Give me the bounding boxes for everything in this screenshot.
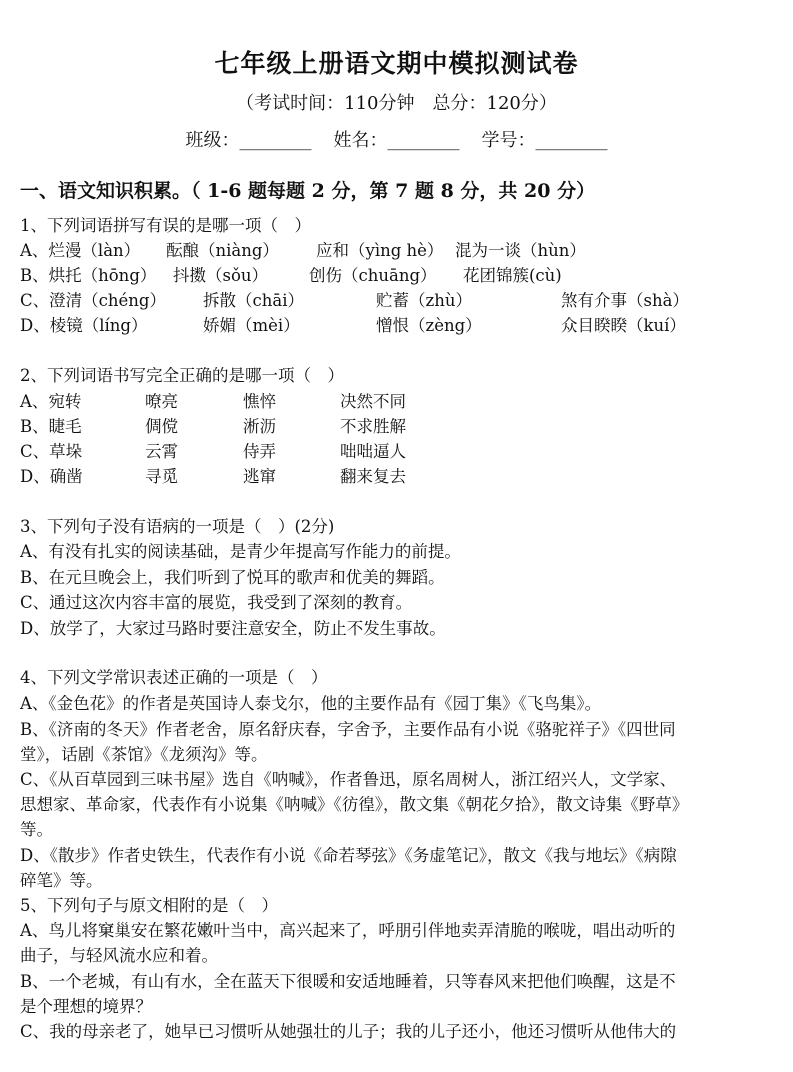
q1-option-a-word: 酝酿（niàng） [166,241,279,260]
q2-option-d-word: 逃窜 [243,467,276,486]
q4-option-d-cont: 碎笔》等。 [20,871,103,890]
q3-option-c: C、通过这次内容丰富的展览，我受到了深刻的教育。 [20,593,413,612]
q2-option-b-word: 淅沥 [243,417,276,436]
q5-option-a: A、鸟儿将窠巢安在繁花嫩叶当中，高兴起来了，呼朋引伴地卖弄清脆的喉咙，唱出动听的 [20,921,676,940]
student-id-field-label: 学号：________ [481,130,608,151]
q2-option-d-word: 寻觅 [145,467,178,486]
q5-option-a-cont: 曲子，与轻风流水应和着。 [20,946,218,965]
page-title: 七年级上册语文期中模拟测试卷 [214,49,579,78]
q5-option-b-cont: 是个理想的境界？ [20,997,152,1016]
question-3-stem: 3、下列句子没有语病的一项是（ ）(2分) [20,517,335,536]
q1-option-a-word: 应和（yìng hè） [316,241,444,260]
q1-option-a-word: 混为一谈（hùn） [455,241,586,260]
q2-option-d-word: 翻来复去 [340,467,406,486]
q1-option-d-word: 娇媚（mèi） [203,316,300,335]
q4-option-a: A、《金色花》的作者是英国诗人泰戈尔，他的主要作品有《园丁集》《飞鸟集》。 [20,694,602,713]
class-field-label: 班级：________ [185,130,312,151]
section-heading: 一、语文知识积累。（ 1-6 题每题 2 分，第 7 题 8 分，共 20 分） [20,180,596,202]
q4-option-b-cont: 堂》，话剧《茶馆》《龙须沟》等。 [20,745,268,764]
q1-option-a: A、烂漫（làn） [20,241,141,260]
q1-option-b-word: 抖擞（sǒu） [173,266,269,285]
q1-option-b-word: 创伤（chuāng） [309,266,437,285]
q2-option-a-word: 嘹亮 [145,392,178,411]
q2-option-b-word: 不求胜解 [340,417,406,436]
question-2-stem: 2、下列词语书写完全正确的是哪一项（ ） [20,366,344,385]
name-field-label: 姓名：________ [333,130,460,151]
q5-option-b: B、一个老城，有山有水，全在蓝天下很暖和安适地睡着，只等春风来把他们唤醒，这是不 [20,972,676,991]
q2-option-b-word: 倜傥 [145,417,178,436]
q4-option-c-cont: 思想家、革命家，代表作有小说集《呐喊》《彷徨》，散文集《朝花夕拾》，散文诗集《野草》 [20,795,689,814]
q2-option-c-word: 侍弄 [243,442,276,461]
student-info-line [0,126,793,152]
q4-option-c: C、《从百草园到三味书屋》选自《呐喊》，作者鲁迅，原名周树人，浙江绍兴人，文学家、 [20,770,677,789]
q2-option-a-word: 决然不同 [340,392,406,411]
question-5-stem: 5、下列句子与原文相附的是（ ） [20,896,278,915]
q2-option-a: A、宛转 [20,392,82,411]
question-1-stem: 1、下列词语拼写有误的是哪一项（ ） [20,216,311,235]
question-4-stem: 4、下列文学常识表述正确的一项是（ ） [20,668,328,687]
q1-option-b: B、烘托（hōng） [20,266,157,285]
q1-option-c-word: 贮蓄（zhù） [376,291,472,310]
q1-option-c-word: 煞有介事（shà） [561,291,689,310]
q1-option-d-word: 憎恨（zèng） [376,316,482,335]
q1-option-d-word: 众目睽睽（kuí） [561,316,686,335]
q2-option-d: D、确凿 [20,467,83,486]
q3-option-b: B、在元旦晚会上，我们听到了悦耳的歌声和优美的舞蹈。 [20,568,445,587]
q2-option-a-word: 憔悴 [243,392,276,411]
q3-option-a: A、有没有扎实的阅读基础，是青少年提高写作能力的前提。 [20,542,461,561]
q2-option-c-word: 咄咄逼人 [340,442,406,461]
q4-option-d: D、《散步》作者史铁生，代表作有小说《命若琴弦》《务虚笔记》，散文《我与地坛》《病隙 [20,846,677,865]
q3-option-d: D、放学了，大家过马路时要注意安全，防止不发生事故。 [20,619,446,638]
q1-option-c-word: 拆散（chāi） [203,291,304,310]
q2-option-b: B、睫毛 [20,417,82,436]
q1-option-d: D、棱镜（líng） [20,316,148,335]
q2-option-c: C、草垛 [20,442,83,461]
q4-option-b: B、《济南的冬天》作者老舍，原名舒庆春，字舍予，主要作品有小说《骆驼祥子》《四世同 [20,720,676,739]
q5-option-c: C、我的母亲老了，她早已习惯听从她强壮的儿子；我的儿子还小，他还习惯听从他伟大的 [20,1022,677,1041]
q1-option-c: C、澄清（chéng） [20,291,166,310]
q2-option-c-word: 云霄 [145,442,178,461]
q4-option-c-cont: 等。 [20,820,53,839]
exam-info: （考试时间：110分钟 总分：120分） [236,93,557,114]
q1-option-b-word: 花团锦簇(cù) [463,266,562,285]
